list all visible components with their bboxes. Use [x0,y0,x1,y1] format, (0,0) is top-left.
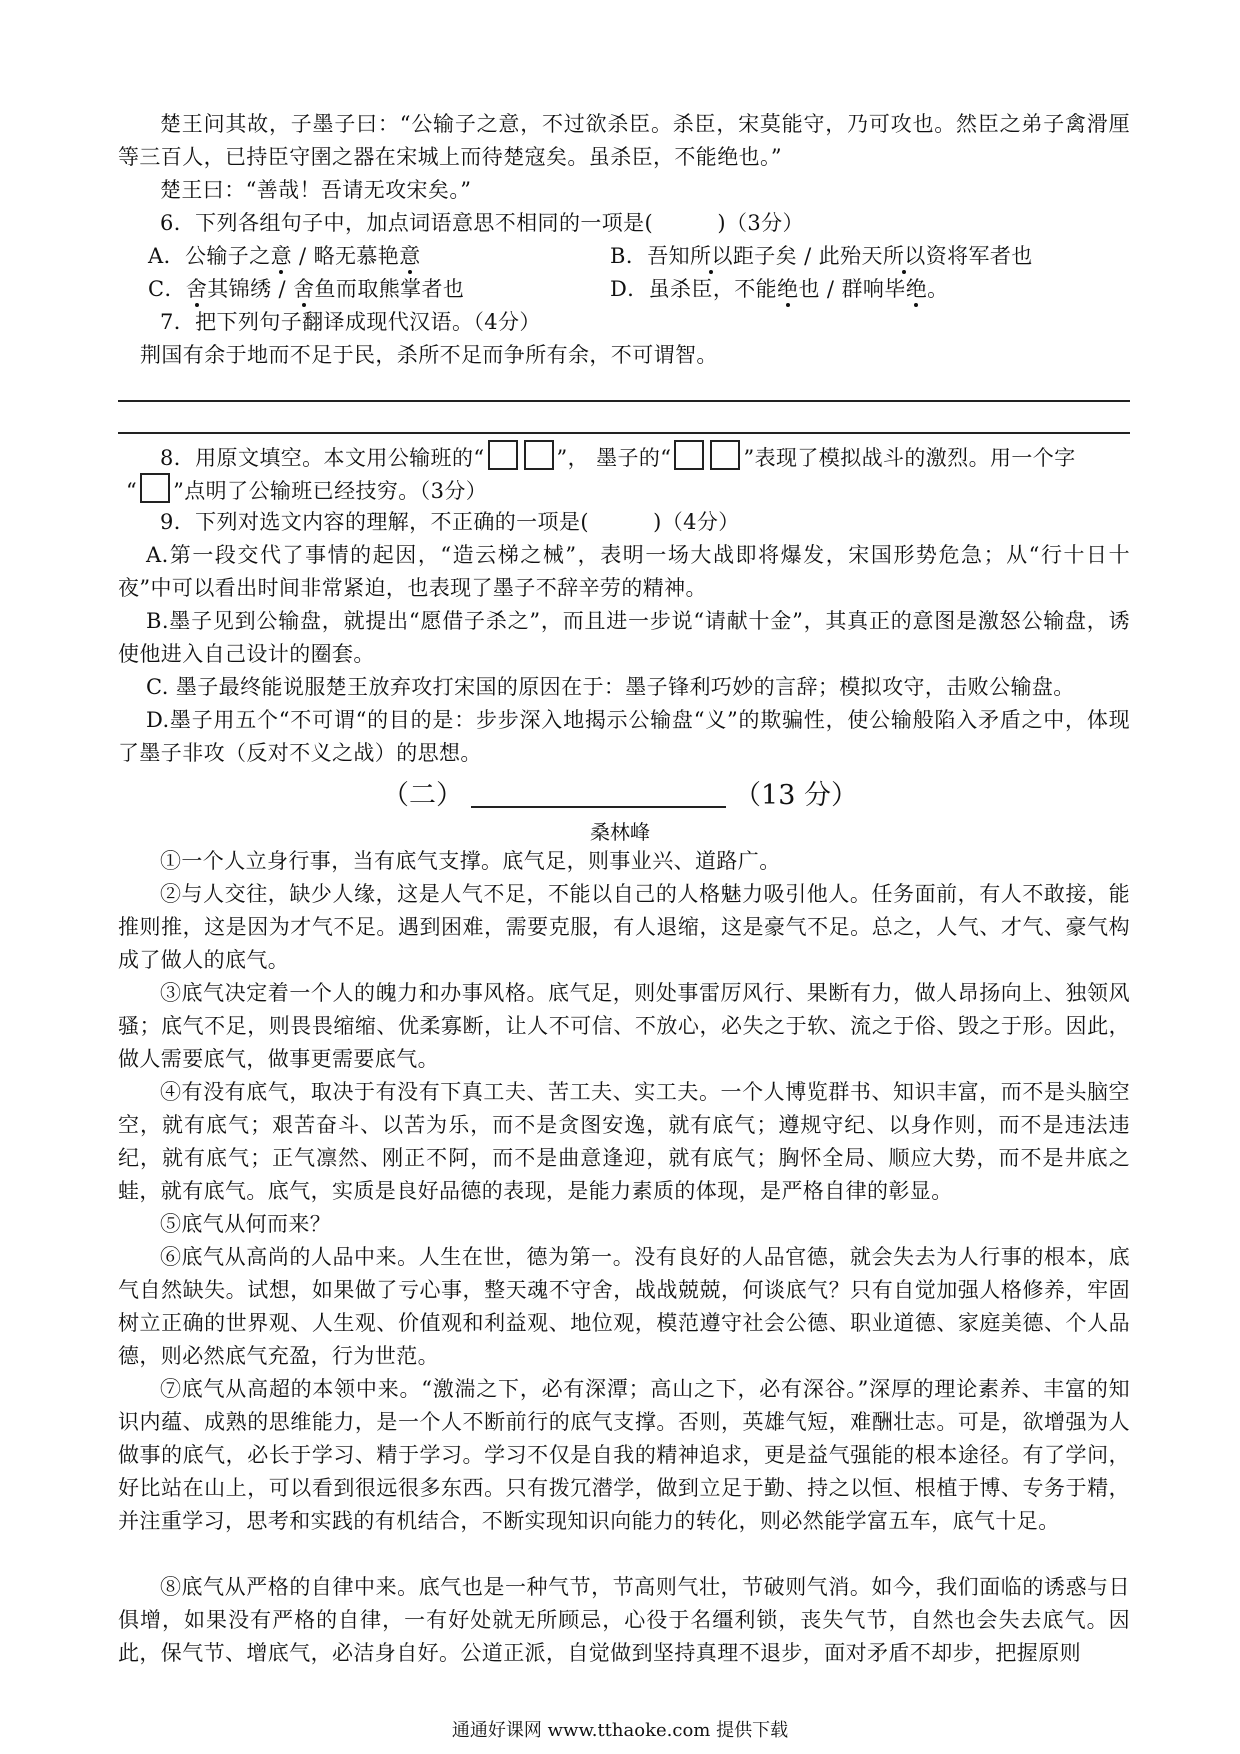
passage2-paragraph-6: ⑥底气从高尚的人品中来。人生在世，德为第一。没有良好的人品官德，就会失去为人行事的根本，底气自然缺失。试想，如果做了亏心事，整天魂不守舍，战战兢兢，何谈底气？只有自觉加强人格修养，牢固树立正确的世界观、人生观、价值观和利益观、地位观，模范遵守社会公德、职业道德、家庭美德、个人品德，则必然底气充盈，行为世范。 [118,1245,1130,1368]
blank-box[interactable] [710,440,740,470]
question-8-line-2: “ ”点明了公输班已经技穷。（3分） [126,473,487,508]
section-2-author: 桑林峰 [590,820,650,844]
passage2-paragraph-1: ①一个人立身行事，当有底气支撑。底气足，则事业兴、道路广。 [160,849,781,873]
question-6-option-b: B．吾知所以距子矣 / 此殆天所以资将军者也 [610,244,1033,268]
question-6-option-c: C．舍其锦绣 / 舍鱼而取熊掌者也 [148,277,465,301]
passage2-paragraph-7: ⑦底气从高超的本领中来。“激湍之下，必有深潭；高山之下，必有深谷。”深厚的理论素养、丰富的知识内蕴、成熟的思维能力，是一个人不断前行的底气支撑。否则，英雄气短，难酬壮志。可是，欲增强为人做事的底气，必长于学习、精于学习。学习不仅是自我的精神追求，更是益气强能的根本途径。有了学问，好比站在山上，可以看到很远很多东西。只有拨冗潜学，做到立足于勤、持之以恒、根植于博、专务于精，并注重学习，思考和实践的有机结合，不断实现知识向能力的转化，则必然能学富五车，底气十足。 [118,1377,1130,1533]
question-6-option-a: A．公输子之意 / 略无慕艳意 [148,244,421,268]
question-7-stem: 7．把下列句子翻译成现代汉语。（4分） [160,310,541,334]
title-blank[interactable] [471,778,726,808]
page-footer: 通通好课网 www.tthaoke.com 提供下载 [451,1720,789,1741]
passage2-paragraph-3: ③底气决定着一个人的魄力和办事风格。底气足，则处事雷厉风行、果断有力，做人昂扬向上、独领风骚；底气不足，则畏畏缩缩、优柔寡断，让人不可信、不放心，必失之于软、流之于俗、毁之于形。因此，做人需要底气，做事更需要底气。 [118,981,1130,1071]
passage2-paragraph-5: ⑤底气从何而来？ [160,1212,332,1236]
blank-box[interactable] [524,440,554,470]
question-9-option-c: C. 墨子最终能说服楚王放弃攻打宋国的原因在于：墨子锋利巧妙的言辞；模拟攻守，击败公输盘。 [146,675,1075,699]
passage2-paragraph-8: ⑧底气从严格的自律中来。底气也是一种气节，节高则气壮，节破则气消。如今，我们面临的诱惑与日俱增，如果没有严格的自律，一有好处就无所顾忌，心役于名缰利锁，丧失气节，自然也会失去底气。因此，保气节、增底气，必洁身自好。公道正派，自觉做到坚持真理不退步，面对矛盾不却步，把握原则 [118,1575,1130,1665]
question-9-stem: 9．下列对选文内容的理解，不正确的一项是( )（4分） [160,510,740,534]
passage1-paragraph-2: 楚王曰：“善哉！吾请无攻宋矣。” [160,178,472,202]
passage1-paragraph-1: 楚王问其故，子墨子曰：“公输子之意，不过欲杀臣。杀臣，宋莫能守，乃可攻也。然臣之弟子禽滑厘等三百人，已持臣守圉之器在宋城上而待楚寇矣。虽杀臣，不能绝也。” [118,112,1130,169]
section-2-title: （二） （13 分） [382,780,858,811]
question-9-option-b: B.墨子见到公输盘，就提出“愿借子杀之”，而且进一步说“请献十金”，其真正的意图是激怒公输盘，诱使他进入自己设计的圈套。 [118,609,1130,666]
blank-box[interactable] [674,440,704,470]
answer-line-2[interactable] [118,432,1130,434]
question-6-stem: 6．下列各组句子中，加点词语意思不相同的一项是( )（3分） [160,211,804,235]
passage2-paragraph-4: ④有没有底气，取决于有没有下真工夫、苦工夫、实工夫。一个人博览群书、知识丰富，而不是头脑空空，就有底气；艰苦奋斗、以苦为乐，而不是贪图安逸，就有底气；遵规守纪、以身作则，而不是违法违纪，就有底气；正气凛然、刚正不阿，而不是曲意逢迎，就有底气；胸怀全局、顺应大势，而不是井底之蛙，就有底气。底气，实质是良好品德的表现，是能力素质的体现，是严格自律的彰显。 [118,1080,1130,1203]
answer-line-1[interactable] [118,400,1130,402]
question-9-option-d: D.墨子用五个“不可谓“的目的是：步步深入地揭示公输盘“义”的欺骗性，使公输般陷入矛盾之中，体现了墨子非攻（反对不义之战）的思想。 [118,708,1130,765]
question-7-sentence: 荆国有余于地而不足于民，杀所不足而争所有余，不可谓智。 [140,343,718,367]
question-9-option-a: A.第一段交代了事情的起因，“造云梯之械”，表明一场大战即将爆发，宋国形势危急；从“行十日十夜”中可以看出时间非常紧迫，也表现了墨子不辞辛劳的精神。 [118,543,1130,600]
blank-box[interactable] [488,440,518,470]
passage2-paragraph-2: ②与人交往，缺少人缘，这是人气不足，不能以自己的人格魅力吸引他人。任务面前，有人不敢接，能推则推，这是因为才气不足。遇到困难，需要克服，有人退缩，这是豪气不足。总之，人气、才气、豪气构成了做人的底气。 [118,882,1130,972]
question-8-line-1: 8．用原文填空。本文用公输班的“ ”， 墨子的“ ”表现了模拟战斗的激烈。用一个字 [160,440,1076,475]
blank-box[interactable] [140,473,170,503]
question-6-option-d: D．虽杀臣，不能绝也 / 群响毕绝。 [610,277,949,301]
